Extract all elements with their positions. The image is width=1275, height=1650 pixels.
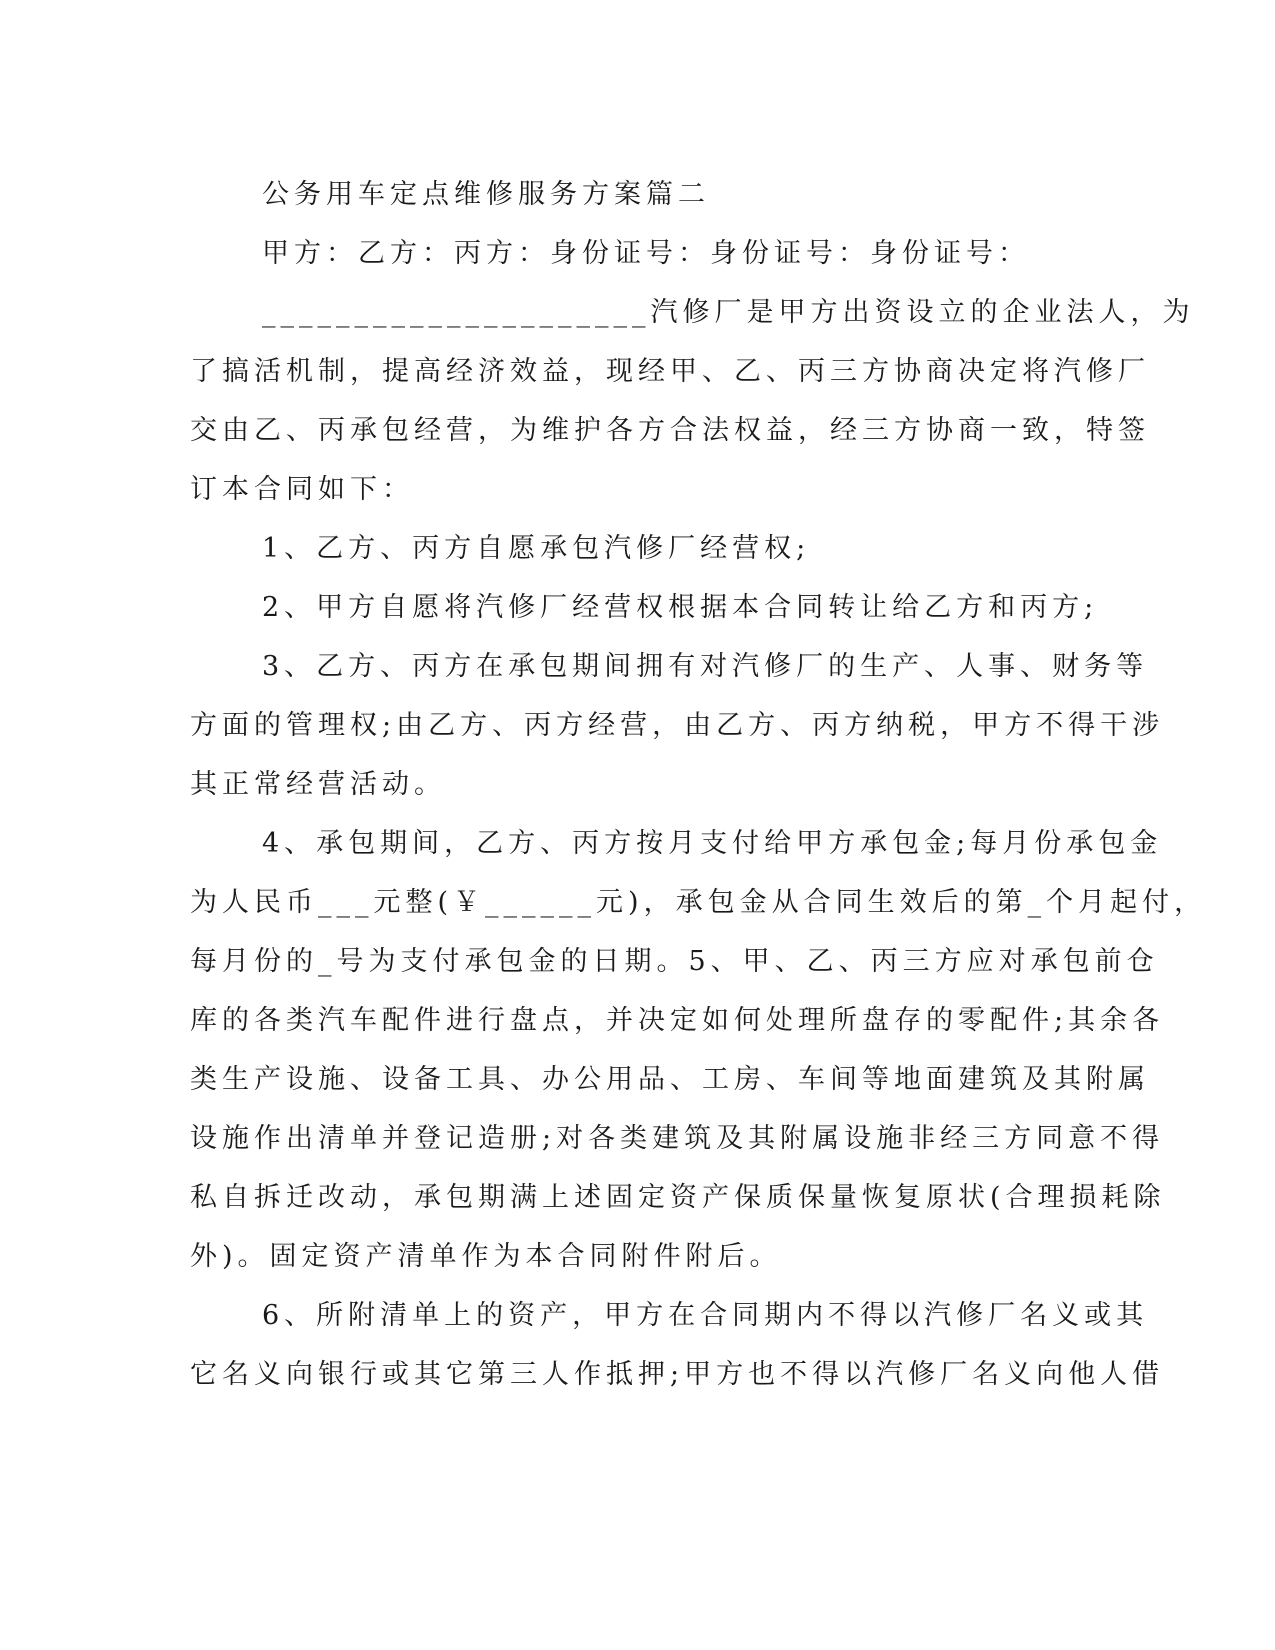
- clause-2: 2、甲方自愿将汽修厂经营权根据本合同转让给乙方和丙方;: [262, 592, 1099, 623]
- text-line: 订本合同如下：: [190, 474, 414, 505]
- clause-3: 3、乙方、丙方在承包期间拥有对汽修厂的生产、人事、财务等: [262, 651, 1149, 682]
- parties-line: 甲方：乙方：丙方：身份证号：身份证号：身份证号：: [262, 238, 1030, 269]
- text-line: 为人民币___元整(￥______元)，承包金从合同生效后的第_个月起付，: [190, 887, 1207, 918]
- text-line: 它名义向银行或其它第三人作抵押;甲方也不得以汽修厂名义向他人借: [190, 1359, 1165, 1390]
- clause-4: 4、承包期间，乙方、丙方按月支付给甲方承包金;每月份承包金: [262, 828, 1163, 859]
- text-line: 设施作出清单并登记造册;对各类建筑及其附属设施非经三方同意不得: [190, 1123, 1165, 1154]
- text-line: _____________________汽修厂是甲方出资设立的企业法人，为: [262, 297, 1195, 328]
- text-line: 私自拆迁改动，承包期满上述固定资产保质保量恢复原状(合理损耗除: [190, 1182, 1166, 1213]
- document-title: 公务用车定点维修服务方案篇二: [262, 179, 710, 210]
- text-line: 每月份的_号为支付承包金的日期。5、甲、乙、丙三方应对承包前仓: [190, 946, 1159, 977]
- clause-6: 6、所附清单上的资产，甲方在合同期内不得以汽修厂名义或其: [262, 1300, 1149, 1331]
- text-line: 库的各类汽车配件进行盘点，并决定如何处理所盘存的零配件;其余各: [190, 1005, 1165, 1036]
- text-line: 类生产设施、设备工具、办公用品、工房、车间等地面建筑及其附属: [190, 1064, 1150, 1095]
- text-line: 方面的管理权;由乙方、丙方经营，由乙方、丙方纳税，甲方不得干涉: [190, 710, 1165, 741]
- clause-1: 1、乙方、丙方自愿承包汽修厂经营权;: [262, 533, 811, 564]
- text-line: 交由乙、丙承包经营，为维护各方合法权益，经三方协商一致，特签: [190, 415, 1150, 446]
- document-body: [190, 165, 1207, 1404]
- text-line: 了搞活机制，提高经济效益，现经甲、乙、丙三方协商决定将汽修厂: [190, 356, 1150, 387]
- text-line: 外)。固定资产清单作为本合同附件附后。: [190, 1241, 782, 1272]
- text-line: 其正常经营活动。: [190, 769, 446, 800]
